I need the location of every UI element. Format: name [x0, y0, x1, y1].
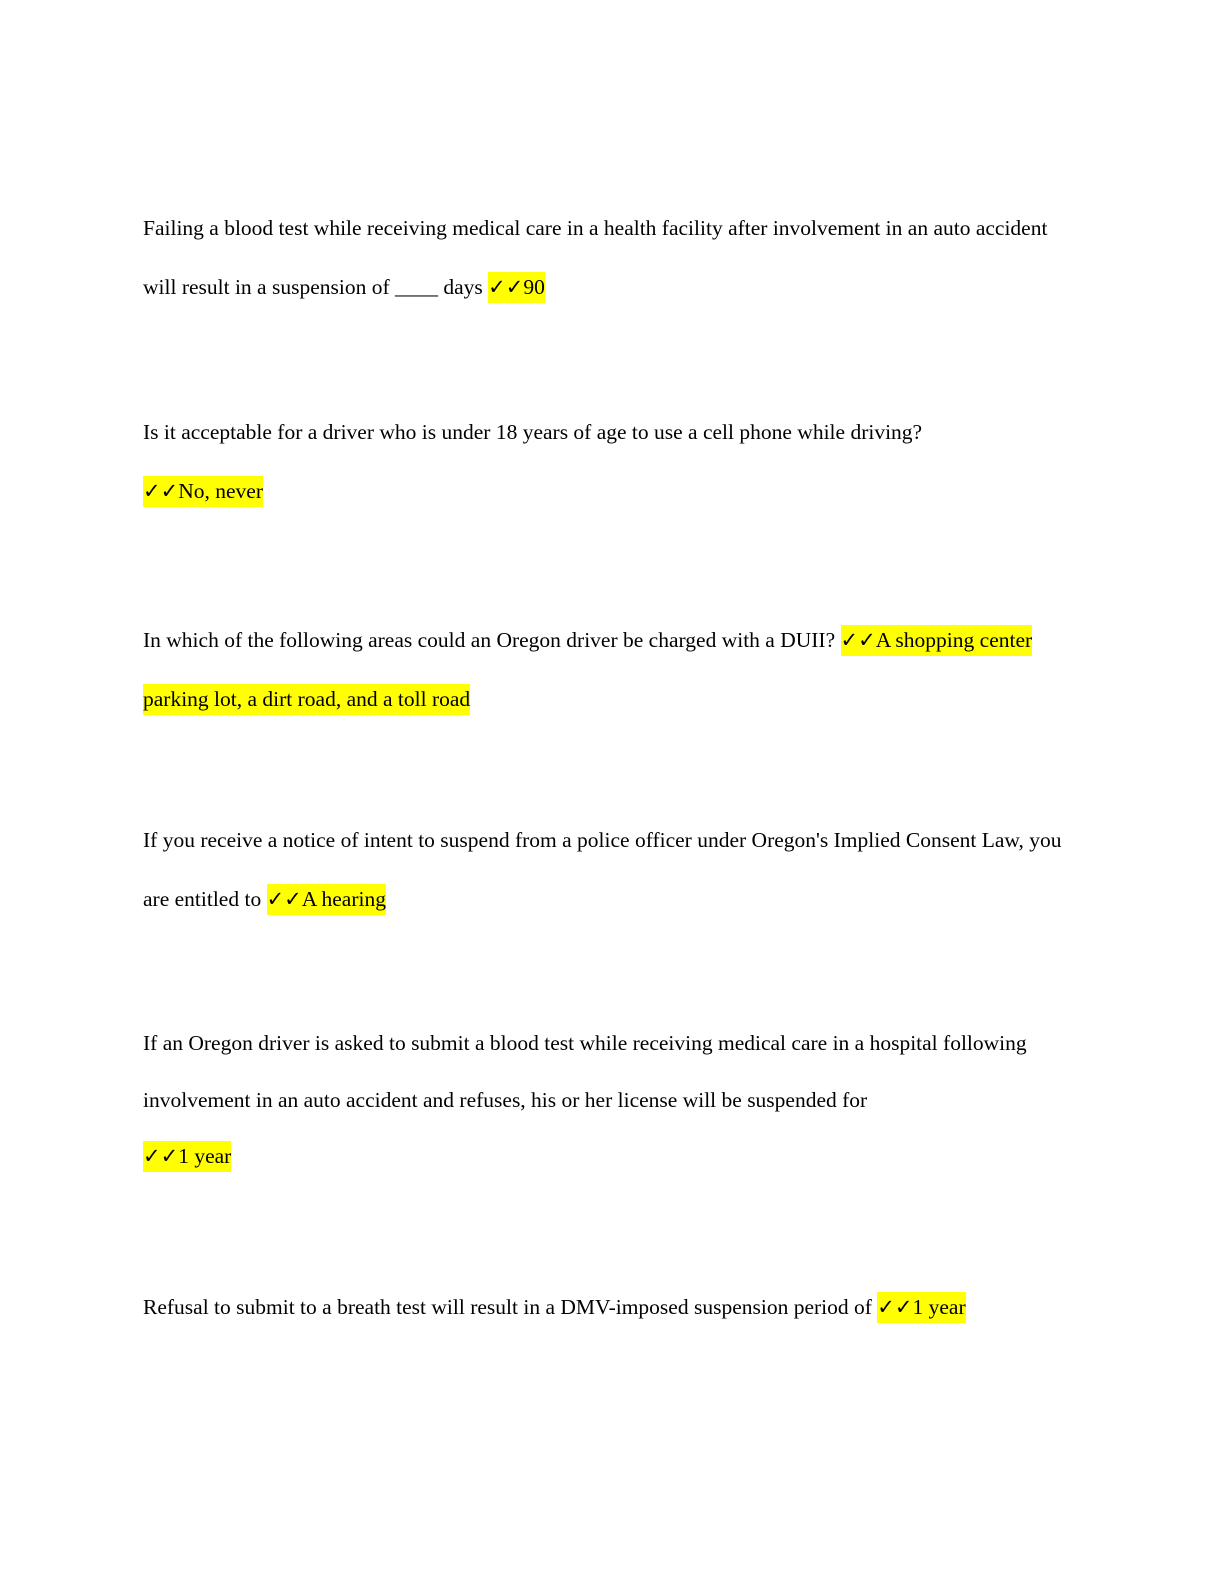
double-check-icon: ✓✓: [488, 274, 524, 299]
answer-text: A hearing: [301, 886, 386, 911]
double-check-icon: ✓✓: [266, 886, 302, 911]
qa-item: [143, 1278, 1083, 1337]
answer-text: 1 year: [912, 1295, 966, 1319]
question-text: Is it acceptable for a driver who is under 18 years of age to use a cell phone while driving?: [143, 420, 923, 444]
answer-highlight: [488, 272, 545, 303]
answer-text: 90: [523, 274, 545, 299]
qa-item: [143, 811, 1083, 928]
question-text: If an Oregon driver is asked to submit a blood test while receiving medical care in a hospital following involvement in an auto accident and refuses, his or her license will be suspended for: [143, 1031, 1027, 1112]
answer-highlight: [267, 884, 386, 915]
answer-text: 1 year: [178, 1144, 232, 1168]
double-check-icon: ✓✓: [877, 1295, 913, 1319]
answer-text: A shopping center parking lot, a dirt road, and a toll road: [143, 628, 1033, 711]
answer-highlight: [877, 1292, 965, 1323]
question-text: Refusal to submit to a breath test will result in a DMV-imposed suspension period of: [143, 1295, 872, 1319]
answer-highlight: [143, 1141, 231, 1172]
double-check-icon: ✓✓: [143, 1144, 179, 1168]
double-check-icon: ✓✓: [840, 628, 876, 652]
question-text: In which of the following areas could an Oregon driver be charged with a DUII?: [143, 628, 836, 652]
answer-text: No, never: [178, 478, 263, 503]
question-text: Failing a blood test while receiving medical care in a health facility after involvement in an auto accident will result in a suspension of ____ days: [143, 216, 1048, 299]
qa-item: [143, 611, 1083, 728]
answer-highlight: [143, 476, 263, 507]
qa-item: [143, 1015, 1083, 1185]
qa-item: [143, 199, 1083, 316]
double-check-icon: ✓✓: [143, 478, 179, 503]
qa-item: [143, 403, 1083, 520]
question-text: If you receive a notice of intent to suspend from a police officer under Oregon's Implied Consent Law, you are entitled to: [143, 828, 1062, 911]
